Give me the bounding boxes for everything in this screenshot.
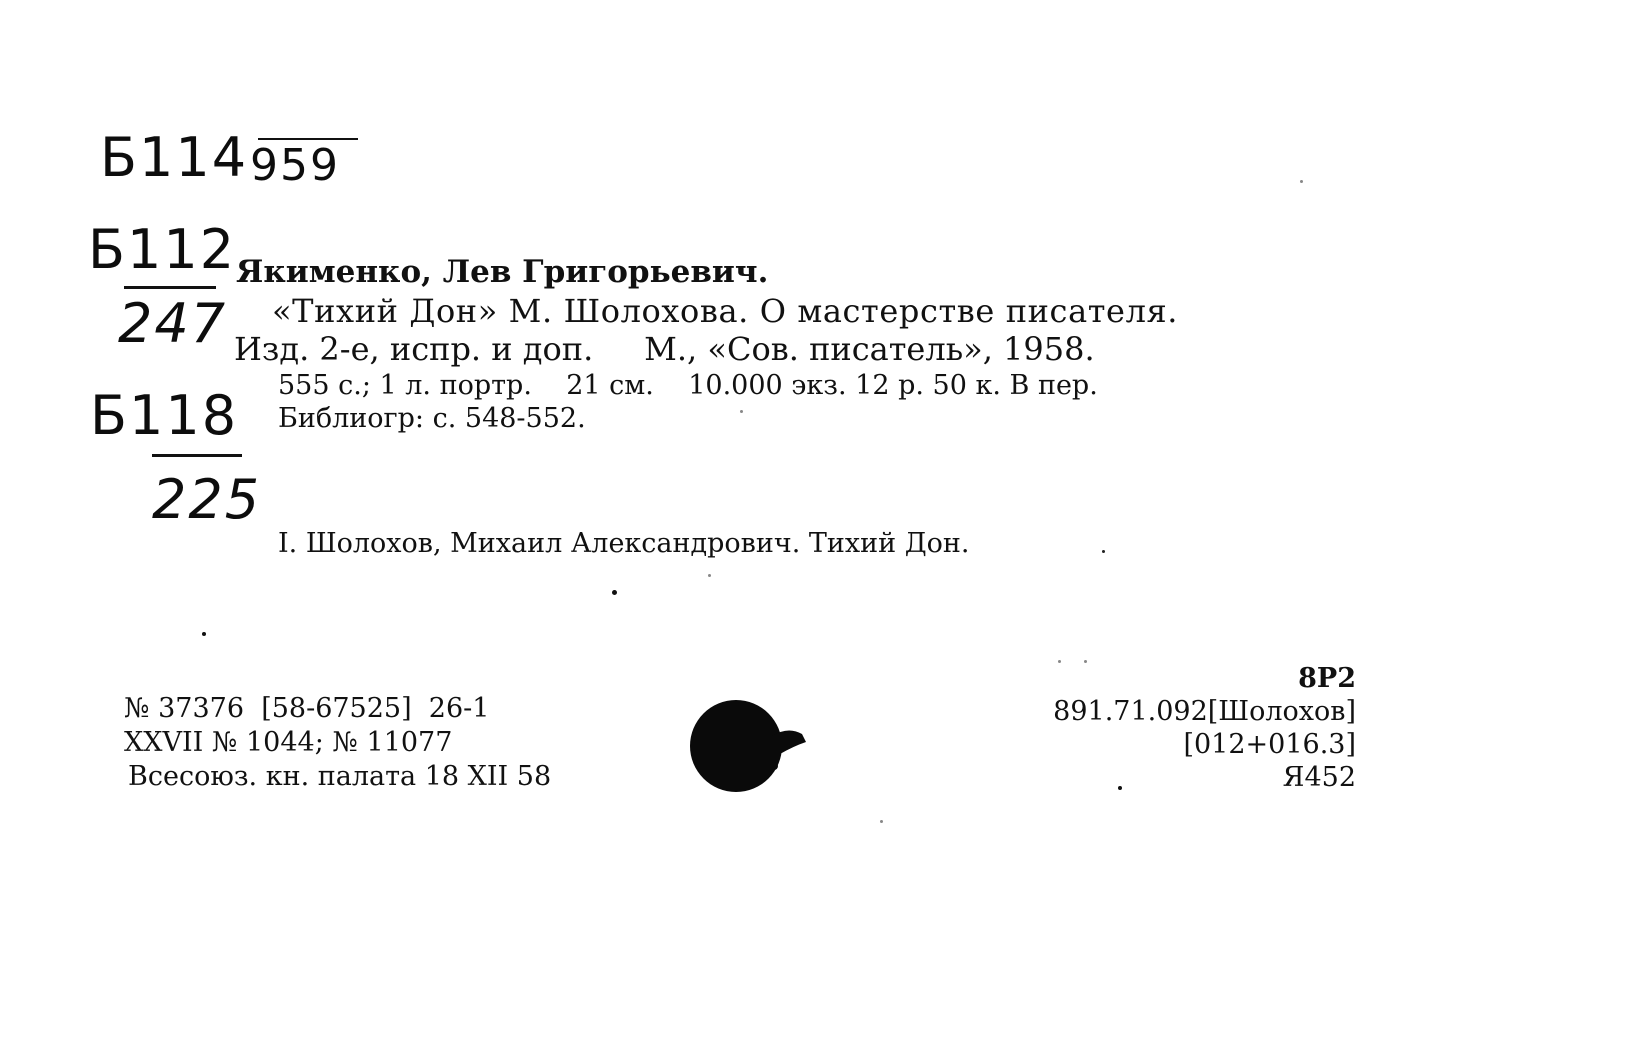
scan-speck <box>1118 786 1122 790</box>
collation-line: 555 с.; 1 л. портр. 21 см. 10.000 экз. 12 р. 50 к. В пер. <box>278 370 1098 401</box>
author-mark: Я452 <box>1282 762 1356 793</box>
scan-speck <box>1102 550 1105 553</box>
footer-issue-numbers: XXVII № 1044; № 11077 <box>124 727 453 758</box>
author-heading: Якименко, Лев Григорьевич. <box>236 254 769 290</box>
title-line-2: Изд. 2-е, испр. и доп. М., «Сов. писатель», 1958. <box>234 330 1095 368</box>
handwritten-code-2-top: Б112 <box>88 218 237 281</box>
scan-speck <box>202 632 206 636</box>
handwritten-code-3-bottom: 225 <box>152 468 262 531</box>
bibliography-note: Библиогр: с. 548-552. <box>278 403 586 434</box>
handwritten-code-2-bottom: 247 <box>118 292 228 355</box>
scan-speck <box>740 410 743 413</box>
subject-entry: I. Шолохов, Михаил Александрович. Тихий Дон. <box>278 528 970 559</box>
scan-speck <box>1058 660 1061 663</box>
scan-speck <box>880 820 883 823</box>
scan-speck <box>1084 660 1087 663</box>
handwritten-code-1-left: Б114 <box>100 126 249 189</box>
handwritten-fraction-line-2 <box>124 286 216 289</box>
handwritten-fraction-line-3 <box>152 454 242 457</box>
scan-speck <box>1300 180 1303 183</box>
handwritten-code-1-right: 959 <box>250 140 340 191</box>
footer-registration-number: № 37376 [58-67525] 26-1 <box>124 693 490 724</box>
classification-code: 8Р2 <box>1298 663 1356 694</box>
scan-speck <box>708 574 711 577</box>
handwritten-overline <box>258 138 358 140</box>
udc-supplement: [012+016.3] <box>1183 729 1356 760</box>
handwritten-code-3-top: Б118 <box>90 384 239 447</box>
title-line-1: «Тихий Дон» М. Шолохова. О мастерстве писателя. <box>272 292 1179 330</box>
ink-blot <box>684 696 824 800</box>
scan-speck <box>612 590 617 595</box>
udc-code: 891.71.092[Шолохов] <box>1053 696 1356 727</box>
footer-chamber-date: Всесоюз. кн. палата 18 XII 58 <box>128 761 552 792</box>
